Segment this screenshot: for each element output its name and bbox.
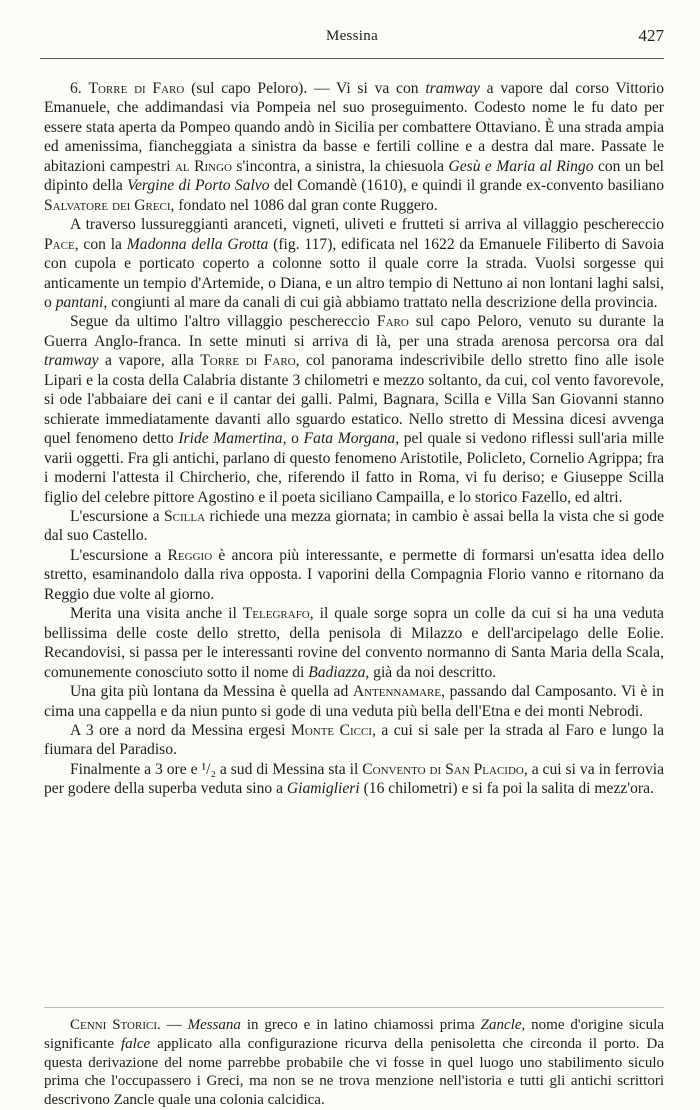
place-name: Torre di Faro xyxy=(88,80,185,97)
paragraph: L'escursione a Reggio è ancora più interessante, e permette di formarsi un'esatta idea dello stretto, esaminandolo dalla riva opposta. I vaporini della Compagnia Florio vanno e ritornano da Reggio due volte al giorno. xyxy=(44,546,665,603)
historical-notes xyxy=(44,1016,664,1110)
running-header xyxy=(40,28,664,50)
paragraph: Una gita più lontana da Messina è quella ad Antennamare, passando dal Camposanto. Vi è in cima una cappella e da niun punto si gode di una veduta più bella dell'Etna e dei monti Nebrodi. xyxy=(44,683,664,720)
paragraph: A traverso lussureggianti aranceti, vigneti, uliveti e frutteti si arriva al villaggio peschereccio Pace, con la Madonna della Grotta (fig. 117), edificata nel 1622 da Emanuele Filiberto di Savoia con cupola e porticato coperto a colonne sotto il quale corre la strada. Vuolsi sorgesse qui anticamente un tempio d'Artemide, o Diana, e un altro tempio di Nettuno ai non lontani laghi salsi, o pantani, congiunti al mare da canali di cui già abbiamo trattato nella descrizione della provincia. xyxy=(44,216,664,311)
section-label: Cenni Storici. xyxy=(70,1017,161,1033)
paragraph: L'escursione a Scilla richiede una mezza giornata; in cambio è assai bella la vista che si gode dal suo Castello. xyxy=(44,507,664,545)
paragraph: Merita una visita anche il Telegrafo, il quale sorge sopra un colle da cui si ha una veduta bellissima delle coste dello stretto, della penisola di Milazzo e dell'arcipelago delle Eolie. Recandovisi, si passa per le interessanti rovine del convento normanno di Santa Maria della Scala, comunemente conosciuto sotto il nome di Badiazza, già da noi descritto. xyxy=(44,605,664,681)
section-divider xyxy=(44,1007,664,1008)
paragraph: Cenni Storici. — Messana in greco e in latino chiamossi prima Zancle, nome d'origine sicula significante falce applicato alla configurazione ricurva della penisoletta che circonda il porto. Da questa derivazione del nome parrebbe probabile che vi fosse in quel luogo uno stabilimento siculo prima che l'occupassero i Greci, ma non se ne trova menzione nell'istoria e tutti gli antichi scrittori descrivono Zancle quale una colonia calcidica. xyxy=(44,1017,665,1109)
header-title: Messina xyxy=(325,28,379,44)
header-rule xyxy=(40,58,664,59)
main-text xyxy=(44,79,664,799)
paragraph: Segue da ultimo l'altro villaggio peschereccio Faro sul capo Peloro, venuto su durante la Guerra Anglo-franca. In sette minuti si arriva di là, per una strada arenosa percorsa ora dal tramway a vapore, alla Torre di Faro, col panorama indescrivibile dello stretto fino alle isole Lipari e la costa della Calabria distante 3 chilometri e mezzo soltanto, da cui, col vento favorevole, si ode l'abbaiare dei cani e il cantar dei galli. Palmi, Bagnara, Scilla e Villa San Giovanni stanno schierate immediatamente davanti allo sguardo estatico. Nello stretto di Messina dicesi avvenga quel fenomeno detto Iride Mamertina, o Fata Morgana, pel quale si vedono riflessi sull'aria mille varii oggetti. Fra gli antichi, parlano di questo fenomeno Aristotile, Policleto, Cornelio Agrippa; fra i moderni l'attesta il Chircherio, che, riferendo il fatto in Roma, vi fu deriso; e Giuseppe Scilla figlio del celebre pittore Agostino e il poeta siciliano Campailla, e lo storico Fazello, ed altri. xyxy=(44,313,665,506)
page-number: 427 xyxy=(638,26,664,45)
paragraph: Finalmente a 3 ore e ¹/₂ a sud di Messina sta il Convento di San Placido, a cui si va in ferrovia per godere della superba veduta sino a Giamiglieri (16 chilometri) e si fa poi la salita di mezz'ora. xyxy=(44,760,665,798)
paragraph: 6. Torre di Faro (sul capo Peloro). — Vi si va con tramway a vapore dal corso Vittorio Emanuele, che addimandasi via Pompeia nel suo proseguimento. Codesto nome le fu dato per essere stata aperta da Pompeo quando andò in Sicilia per combattere Ottaviano. È una strada ampia ed amenissima, fiancheggiata a sinistra da basse e fertili colline e a destra dal mare. Passate le abitazioni campestri al Ringo s'incontra, a sinistra, la chiesuola Gesù e Maria al Ringo con un bel dipinto della Vergine di Porto Salvo del Comandè (1610), e quindi il grande ex-convento basiliano Salvatore dei Greci, fondato nel 1086 dal gran conte Ruggero. xyxy=(44,80,664,214)
paragraph: A 3 ore a nord da Messina ergesi Monte Cicci, a cui si sale per la strada al Faro e lungo la fiumara del Paradiso. xyxy=(44,721,664,759)
